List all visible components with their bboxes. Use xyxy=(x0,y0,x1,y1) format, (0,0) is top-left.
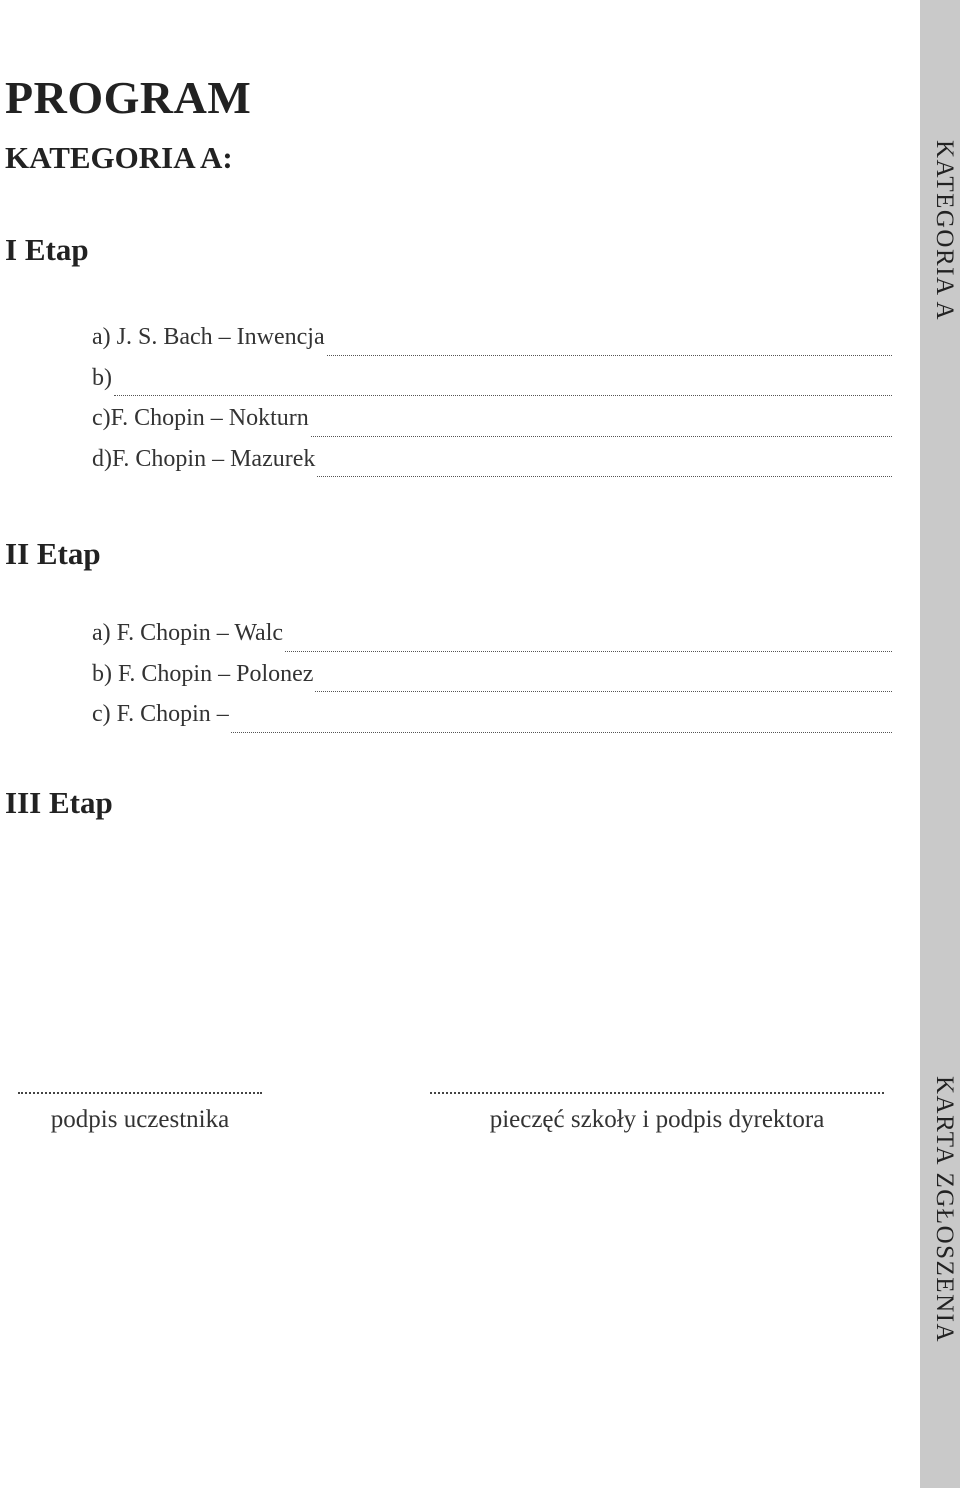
piece-label: c)F. Chopin – Nokturn xyxy=(92,405,309,431)
stage-2-piece-list xyxy=(92,620,892,742)
participant-signature-block xyxy=(18,1092,262,1134)
participant-signature-caption: podpis uczestnika xyxy=(50,1106,230,1133)
piece-entry xyxy=(92,446,892,487)
piece-entry xyxy=(92,701,892,742)
fill-in-dotted-line xyxy=(231,731,892,733)
fill-in-dotted-line xyxy=(317,475,892,477)
side-tab-category-label: KATEGORIA A xyxy=(931,140,958,322)
side-tab-form-label: KARTA ZGŁOSZENIA xyxy=(931,1076,958,1344)
piece-entry xyxy=(92,405,892,446)
piece-entry xyxy=(92,365,892,406)
piece-label: b) F. Chopin – Polonez xyxy=(92,660,314,687)
stage-heading-3: III Etap xyxy=(5,785,113,820)
fill-in-dotted-line xyxy=(285,650,892,652)
page-title: PROGRAM xyxy=(5,72,252,123)
fill-in-dotted-line xyxy=(327,354,892,356)
fill-in-dotted-line xyxy=(114,394,892,396)
director-signature-caption: pieczęć szkoły i podpis dyrektora xyxy=(489,1106,825,1133)
piece-entry xyxy=(92,661,892,702)
stage-heading-2: II Etap xyxy=(5,536,101,571)
piece-label: a) J. S. Bach – Inwencja xyxy=(92,324,325,350)
fill-in-dotted-line xyxy=(311,435,892,437)
piece-label: c) F. Chopin – xyxy=(92,701,229,727)
piece-label: b) xyxy=(92,364,112,391)
piece-label: d)F. Chopin – Mazurek xyxy=(92,445,316,472)
director-signature-block xyxy=(430,1092,884,1134)
piece-entry xyxy=(92,620,892,661)
signature-dotted-line xyxy=(430,1092,884,1094)
category-title: KATEGORIA A: xyxy=(5,140,233,175)
fill-in-dotted-line xyxy=(315,690,892,692)
piece-entry xyxy=(92,324,892,365)
stage-1-piece-list xyxy=(92,324,892,486)
signature-dotted-line xyxy=(18,1092,262,1094)
piece-label: a) F. Chopin – Walc xyxy=(92,620,284,646)
stage-heading-1: I Etap xyxy=(5,232,89,267)
